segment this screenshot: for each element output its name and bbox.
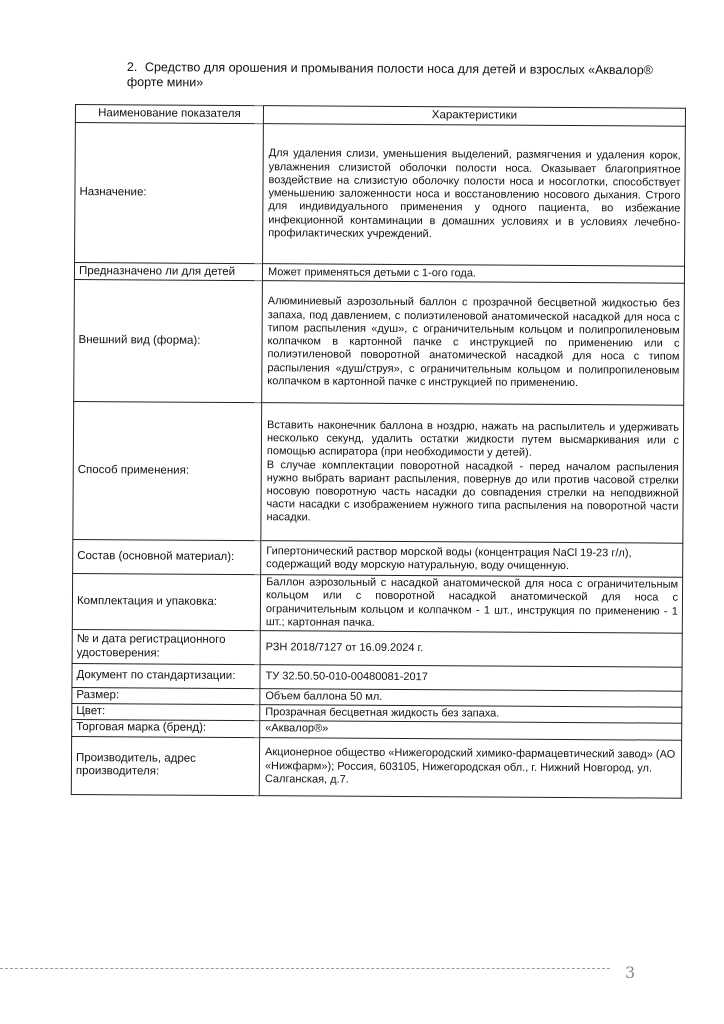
row-value: Баллон аэрозольный с насадкой анатомической для носа с ограничительным кольцом или с поворотной насадкой анатомической для носа с ограничительным кольцом и колпачком - 1 шт., инструкция по применению - 1 шт.; картонная пачка. — [260, 575, 682, 633]
row-label: Цвет: — [72, 704, 260, 721]
table-row — [73, 402, 684, 544]
row-value: Гипертонический раствор морской воды (концентрация NaCl 19-23 г/л), содержащий воду морскую натуральную, воду очищенную. — [261, 541, 683, 578]
row-label: Состав (основной материал): — [73, 540, 261, 575]
row-label: Комплектация и упаковка: — [72, 574, 260, 631]
row-label: № и дата регистрационного удостоверения: — [72, 630, 260, 665]
row-label: Размер: — [72, 688, 260, 705]
table-row — [72, 574, 682, 634]
header-characteristics: Характеристики — [263, 106, 685, 127]
table-row — [72, 630, 682, 668]
usage-paragraph-2: В случае комплектации поворотной насадкой - перед началом распыления нужно выбрать вариант распыления, повернув до или против часовой стрелки носовую поворотную часть насадки до совпадения стрелки на неподвижной части насадки с изображением нужного типа распыления на поворотной части насадки. — [266, 458, 679, 524]
row-value: Прозрачная бесцветная жидкость без запаха. — [260, 705, 682, 724]
row-label: Способ применения: — [73, 402, 262, 541]
characteristics-table — [71, 104, 686, 798]
row-value: Для удаления слизи, уменьшения выделений, размягчения и удаления корок, увлажнения слизистой оболочки полости носа. Оказывает благоприятное воздействие на слизистую оболочку полости носа и носоглотки, способствует уменьшению заложенности носа и восстановлению носового дыхания. Строго для индивидуального применения у одного пациента, во избежание инфекционной контаминации в домашних условиях и в условиях лечебно-профилактических учреждений. — [263, 124, 686, 267]
section-number: 2. — [126, 60, 138, 75]
row-label: Документ по стандартизации: — [72, 664, 260, 689]
row-value: ТУ 32.50.50-010-00480081-2017 — [260, 665, 682, 692]
table-row — [75, 123, 686, 267]
table-row — [72, 664, 682, 692]
table-row — [73, 540, 683, 578]
row-value: Объем баллона 50 мл. — [260, 689, 682, 708]
page-number: 3 — [625, 963, 636, 982]
document-title — [127, 60, 687, 93]
row-value: Алюминиевый аэрозольный баллон с прозрачной бесцветной жидкостью без запаха, под давлением, с полиэтиленовой анатомической насадкой для носа с типом распыления «душ», с ограничительным кольцом и полипропиленовым колпачком в картонной пачке с инструкцией по применению или с полиэтиленовой поворотной анатомической насадкой для носа с типом распыления «душ/струя», с ограничительным кольцом и полипропиленовым колпачком в картонной пачке с инструкцией по применению. — [262, 281, 685, 406]
table-row — [74, 280, 685, 406]
row-value: РЗН 2018/7127 от 16.09.2024 г. — [260, 631, 682, 668]
row-value: «Аквалор®» — [260, 721, 682, 740]
row-label: Назначение: — [75, 123, 264, 264]
usage-paragraph-1: Вставить наконечник баллона в ноздрю, нажать на распылитель и удерживать несколько секунд, удалить остатки жидкости путем высмаркивания или с помощью аспиратора (при необходимости у детей). — [266, 419, 680, 460]
row-label: Торговая марка (бренд): — [72, 720, 260, 737]
section-title-text: Средство для орошения и промывания полости носа для детей и взрослых «Аквалор® форте мини» — [126, 60, 653, 90]
row-value: Акционерное общество «Нижегородский химико-фармацевтический завод» (АО «Нижфарм»); Россия, 603105, Нижегородская обл., г. Нижний Новгород, ул. Салганская, д.7. — [259, 737, 681, 798]
row-label: Внешний вид (форма): — [74, 280, 263, 403]
header-parameter-name: Наименование показателя — [75, 105, 263, 124]
row-label: Производитель, адрес производителя: — [71, 736, 259, 795]
row-label: Предназначено ли для детей — [74, 263, 262, 281]
table-row — [71, 736, 681, 798]
footer-divider — [0, 968, 610, 969]
row-value: Может применяться детьми с 1-ого года. — [262, 264, 684, 284]
row-value — [261, 403, 684, 544]
